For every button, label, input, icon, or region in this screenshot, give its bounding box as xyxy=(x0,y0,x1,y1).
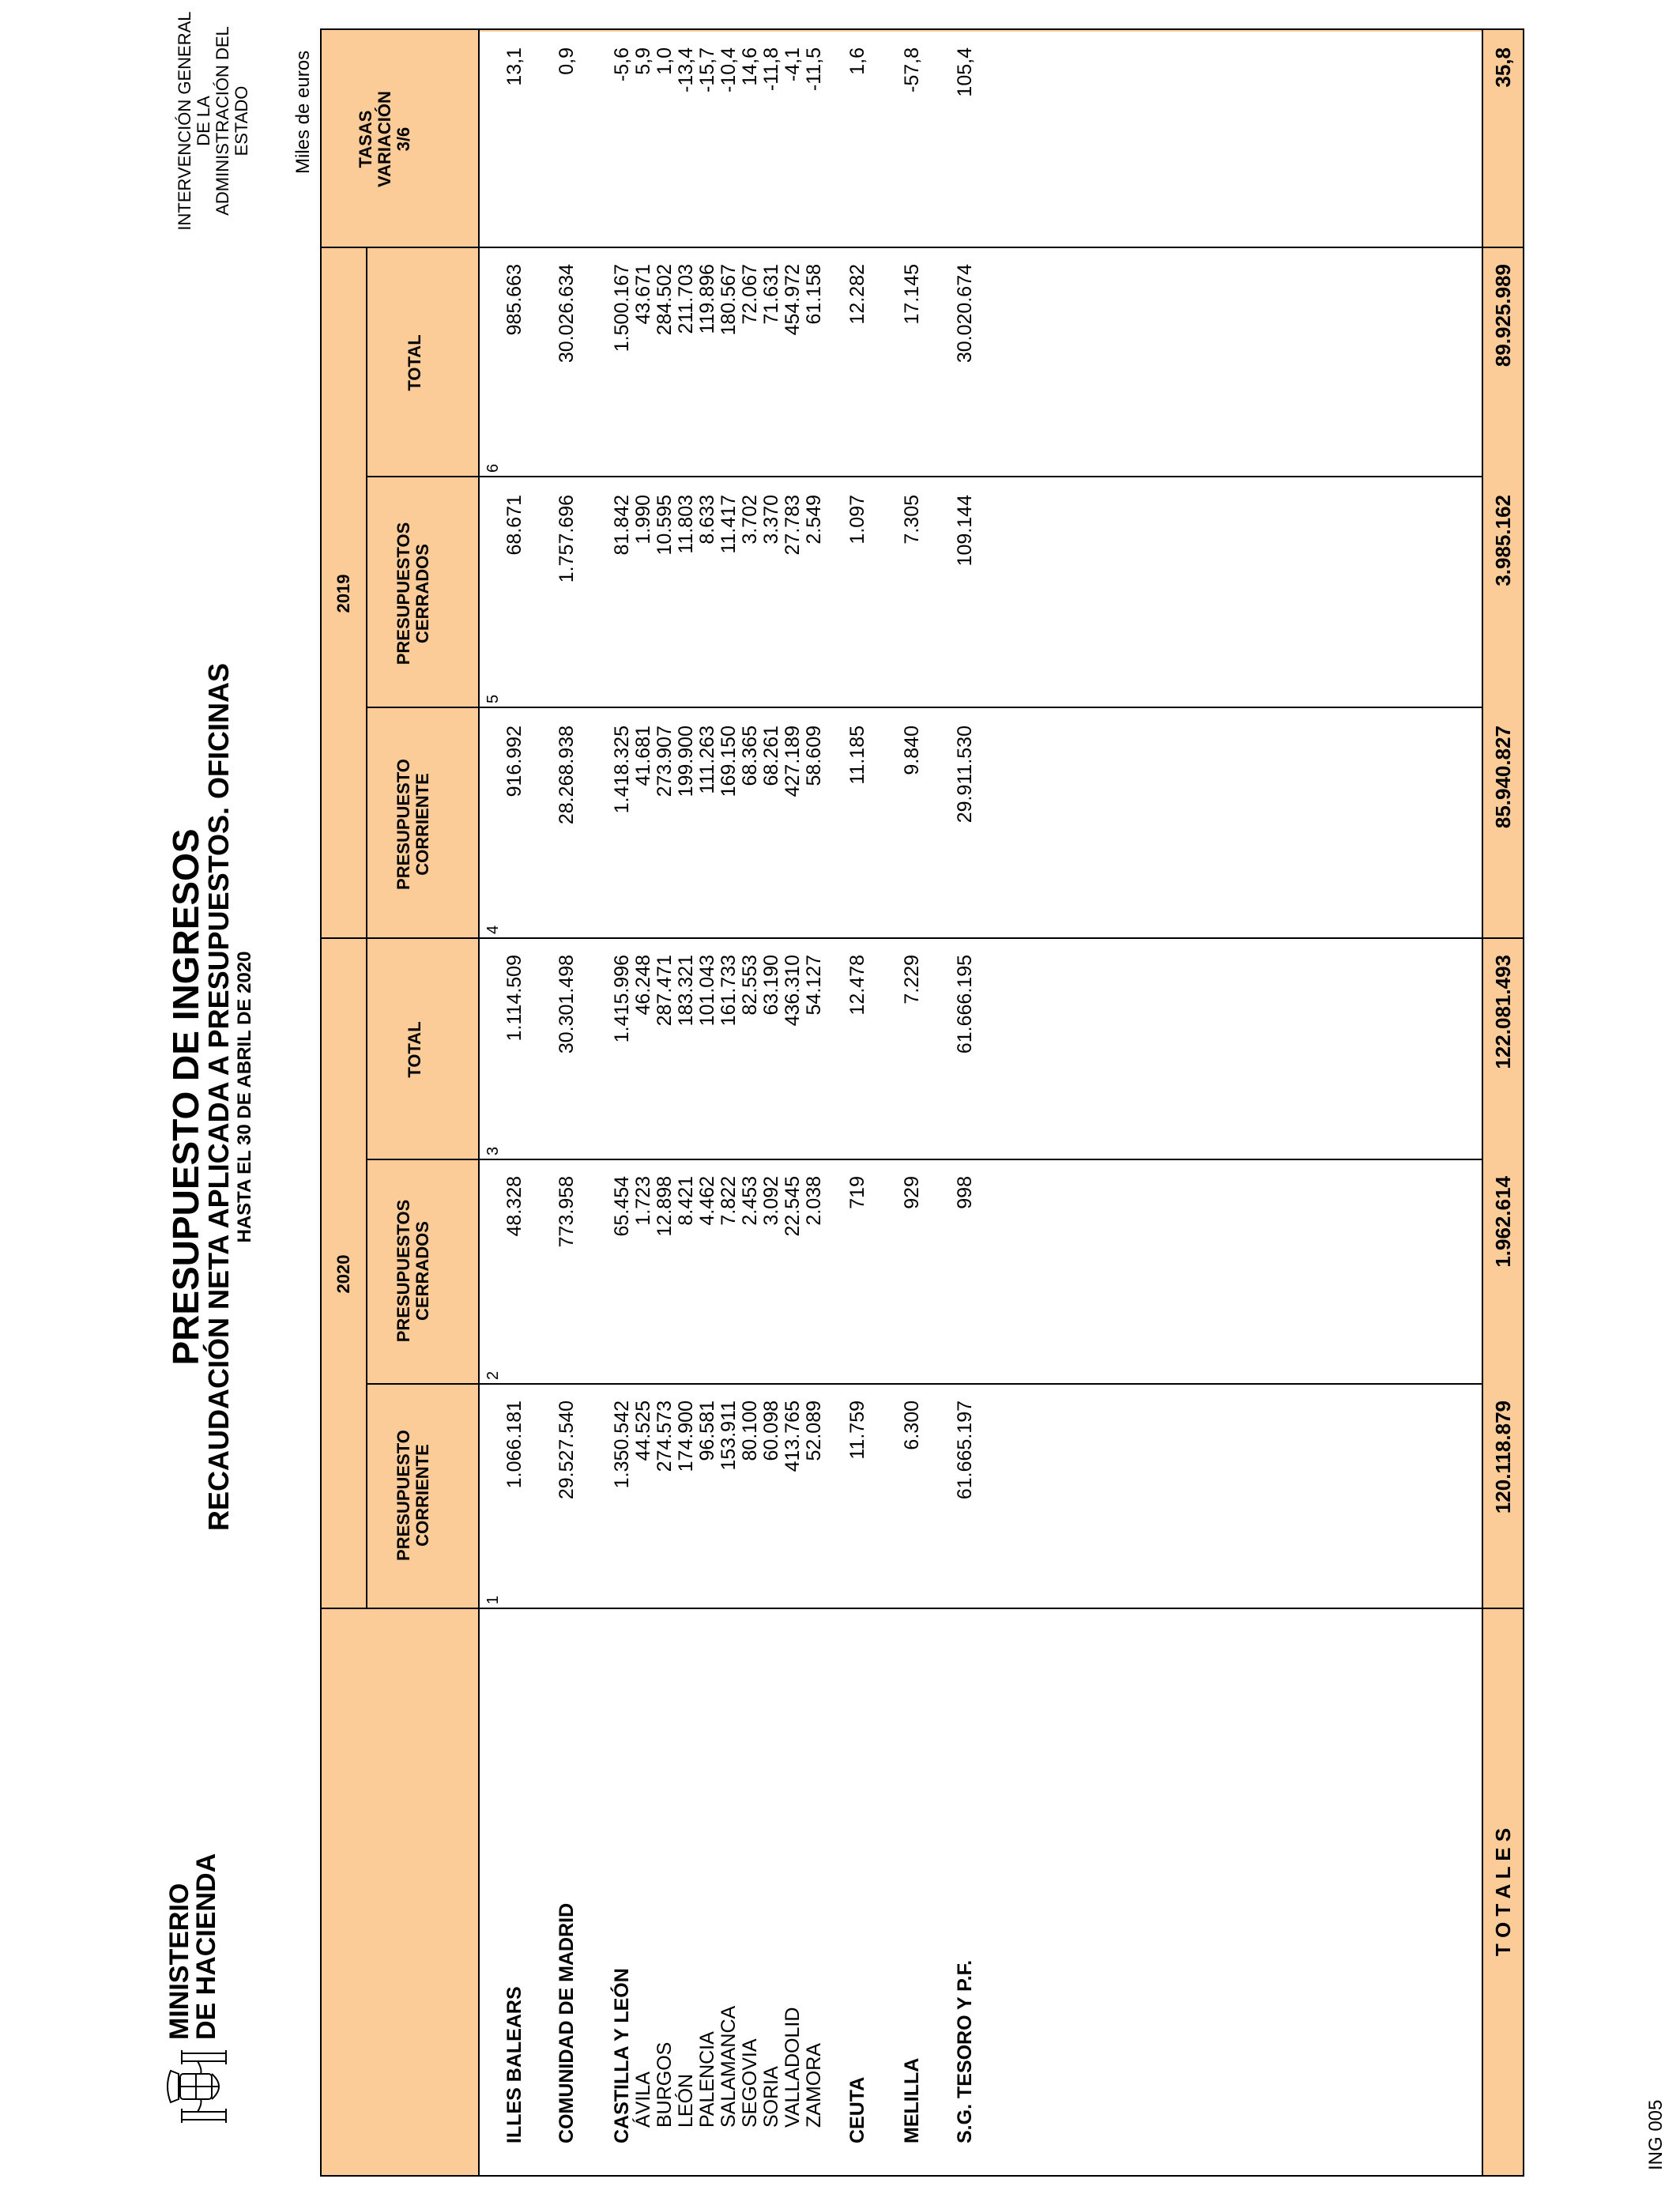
year-row-line xyxy=(366,248,367,1609)
cell: 68.261 xyxy=(760,726,782,786)
cell: 11.759 xyxy=(846,1400,868,1460)
cell: -13,4 xyxy=(675,47,697,92)
divider-year xyxy=(322,937,1523,939)
ministry-line-1: MINISTERIO xyxy=(164,1883,194,2040)
cell: 2.453 xyxy=(739,1176,761,1226)
cell: 14,6 xyxy=(739,47,761,86)
divider-2019-a xyxy=(366,707,1483,708)
cell: 68.365 xyxy=(739,726,761,786)
intervention-line-2: ADMINISTRACIÓN DEL ESTADO xyxy=(213,26,251,216)
cell: 1.350.542 xyxy=(611,1400,633,1489)
total-cell: 122.081.493 xyxy=(1491,955,1515,1069)
cell: 287.471 xyxy=(654,955,676,1027)
cell: 30.301.498 xyxy=(556,955,578,1054)
cell: 43.671 xyxy=(632,264,654,325)
total-cell: 1.962.614 xyxy=(1491,1176,1515,1268)
cell: 22.545 xyxy=(782,1176,804,1237)
row-label-soria: SORIA xyxy=(760,2066,782,2128)
cell: 916.992 xyxy=(503,726,525,797)
row-label-palencia: PALENCIA xyxy=(696,2031,718,2128)
cell: 111.263 xyxy=(696,726,718,794)
divider-rate xyxy=(322,247,1523,248)
cell: 68.671 xyxy=(503,495,525,556)
cell: 3.092 xyxy=(760,1176,782,1226)
row-label-salamanca: SALAMANCA xyxy=(718,2005,740,2128)
cell: 436.310 xyxy=(782,955,804,1027)
cell: 96.581 xyxy=(696,1400,718,1461)
cell: 8.421 xyxy=(675,1176,697,1226)
cell: 72.067 xyxy=(739,264,761,325)
cell: 13,1 xyxy=(503,47,525,86)
col-number-5: 5 xyxy=(484,694,502,703)
cell: 7.229 xyxy=(901,955,923,1005)
cell: 30.020.674 xyxy=(954,264,976,364)
rate-line-1: TASAS xyxy=(356,110,375,168)
col-rate xyxy=(356,30,413,248)
cell: 1.723 xyxy=(632,1176,654,1226)
cell: 1.500.167 xyxy=(611,264,633,352)
cell: 101.043 xyxy=(696,955,718,1027)
cell: 29.911.530 xyxy=(954,726,976,824)
cell: 52.089 xyxy=(803,1400,825,1461)
total-cell: 89.925.989 xyxy=(1491,264,1515,368)
cell: 454.972 xyxy=(782,264,804,336)
cell: 12.898 xyxy=(654,1176,676,1237)
data-table xyxy=(320,28,1524,2177)
total-cell: 120.118.879 xyxy=(1491,1400,1515,1514)
cell: 11.417 xyxy=(718,495,740,554)
row-label-avila: ÁVILA xyxy=(632,2071,654,2128)
cell: 27.783 xyxy=(782,495,804,556)
cell: -11,5 xyxy=(803,47,825,92)
cell: 199.900 xyxy=(675,726,697,797)
cell: 985.663 xyxy=(503,264,525,336)
divider-label xyxy=(322,1608,1523,1609)
cell: 54.127 xyxy=(803,955,825,1016)
cell: 60.098 xyxy=(760,1400,782,1461)
cell: 17.145 xyxy=(901,264,923,325)
cell: 105,4 xyxy=(954,47,976,97)
cell: 61.665.197 xyxy=(954,1400,976,1500)
row-label-valladolid: VALLADOLID xyxy=(782,2007,804,2128)
cell: 8.633 xyxy=(696,495,718,545)
cell: 1.114.509 xyxy=(503,955,525,1042)
cell: -10,4 xyxy=(718,47,740,92)
cell: 161.733 xyxy=(718,955,740,1027)
cell: 30.026.634 xyxy=(556,264,578,364)
cell: 11.185 xyxy=(846,726,868,785)
row-label-zamora: ZAMORA xyxy=(803,2043,825,2128)
cell: 183.321 xyxy=(675,955,697,1027)
cell: 10.595 xyxy=(654,495,676,556)
cell: 28.268.938 xyxy=(556,726,578,825)
col-number-3: 3 xyxy=(484,1146,502,1155)
year-2020-heading: 2020 xyxy=(333,1254,353,1294)
cell: 29.527.540 xyxy=(556,1400,578,1500)
cell: 61.158 xyxy=(803,264,825,325)
cell: -11,8 xyxy=(760,47,782,92)
cell: 1,0 xyxy=(654,47,676,75)
col-2020-corriente: PRESUPUESTO CORRIENTE xyxy=(394,1430,432,1561)
cell: 153.911 xyxy=(718,1400,740,1471)
col-number-2: 2 xyxy=(484,1370,502,1380)
date-line: HASTA EL 30 DE ABRIL DE 2020 xyxy=(234,951,255,1243)
cell: 9.840 xyxy=(901,726,923,775)
cell: 174.900 xyxy=(675,1400,697,1472)
cell: 413.765 xyxy=(782,1400,804,1472)
cell: 4.462 xyxy=(696,1176,718,1226)
intervention-name xyxy=(175,0,251,242)
cell: 169.150 xyxy=(718,726,740,797)
cell: 211.703 xyxy=(675,264,697,334)
cell: 109.144 xyxy=(954,495,976,567)
cell: 427.189 xyxy=(782,726,804,797)
units-label: Miles de euros xyxy=(292,50,314,174)
cell: 1.066.181 xyxy=(503,1400,525,1489)
cell: 929 xyxy=(901,1176,923,1209)
col-2019-total: TOTAL xyxy=(405,334,424,391)
cell: 1.097 xyxy=(846,495,868,545)
col-2019-corriente: PRESUPUESTO CORRIENTE xyxy=(394,759,432,890)
rate-line-2: VARIACIÓN xyxy=(375,91,394,187)
intervention-line-1: INTERVENCIÓN GENERAL DE LA xyxy=(175,11,213,231)
totals-label: T O T A L E S xyxy=(1491,1827,1515,1957)
cell: 180.567 xyxy=(718,264,740,336)
cell: 12.478 xyxy=(846,955,868,1016)
cell: 1.757.696 xyxy=(556,495,578,583)
header-bottom-line xyxy=(478,30,480,2175)
cell: 1,6 xyxy=(846,47,868,75)
cell: 773.958 xyxy=(556,1176,578,1248)
row-label-ceuta: CEUTA xyxy=(846,2076,868,2143)
year-2019-heading: 2019 xyxy=(333,574,353,613)
cell: 1.990 xyxy=(632,495,654,545)
col-number-6: 6 xyxy=(484,463,502,473)
cell: 1.415.996 xyxy=(611,955,633,1043)
row-label-leon: LEÓN xyxy=(675,2073,697,2128)
rate-line-3: 3/6 xyxy=(394,126,413,152)
total-cell: 35,8 xyxy=(1491,47,1515,88)
cell: -57,8 xyxy=(901,47,923,92)
document-code: ING 005 xyxy=(1645,2099,1667,2170)
cell: 7.305 xyxy=(901,495,923,545)
cell: 274.573 xyxy=(654,1400,676,1472)
row-label-comunidad-de-madrid: COMUNIDAD DE MADRID xyxy=(556,1902,578,2143)
page-title: PRESUPUESTO DE INGRESOS xyxy=(165,828,206,1366)
cell: 71.631 xyxy=(760,264,782,325)
cell: 5,9 xyxy=(632,47,654,75)
cell: 0,9 xyxy=(556,47,578,75)
cell: 719 xyxy=(846,1176,868,1209)
cell: 6.300 xyxy=(901,1400,923,1450)
cell: 80.100 xyxy=(739,1400,761,1461)
cell: 2.549 xyxy=(803,495,825,545)
cell: 273.907 xyxy=(654,726,676,797)
cell: 41.681 xyxy=(632,726,654,786)
col-2020-total: TOTAL xyxy=(405,1021,424,1078)
cell: 7.822 xyxy=(718,1176,740,1226)
cell: 48.328 xyxy=(503,1176,525,1237)
cell: 58.609 xyxy=(803,726,825,786)
totals-top-line xyxy=(1482,30,1483,2175)
cell: 12.282 xyxy=(846,264,868,325)
cell: 284.502 xyxy=(654,264,676,336)
row-label-illes-balears: ILLES BALEARS xyxy=(503,1986,525,2143)
total-cell: 85.940.827 xyxy=(1491,726,1515,829)
cell: 3.370 xyxy=(760,495,782,545)
row-label-sg-tesoro: S.G. TESORO Y P.F. xyxy=(954,1959,976,2143)
cell: 119.896 xyxy=(696,264,718,334)
cell: 44.525 xyxy=(632,1400,654,1461)
cell: 1.418.325 xyxy=(611,726,633,814)
row-label-burgos: BURGOS xyxy=(654,2041,676,2128)
cell: 81.842 xyxy=(611,495,633,556)
cell: 998 xyxy=(954,1176,976,1209)
cell: 2.038 xyxy=(803,1176,825,1226)
cell: 82.553 xyxy=(739,955,761,1016)
cell: 61.666.195 xyxy=(954,955,976,1054)
row-label-castilla-y-leon: CASTILLA Y LEÓN xyxy=(611,1968,633,2143)
page-subtitle: RECAUDACIÓN NETA APLICADA A PRESUPUESTOS. OFICINAS xyxy=(202,662,235,1532)
cell: 46.248 xyxy=(632,955,654,1016)
cell: 3.702 xyxy=(739,495,761,545)
cell: -4,1 xyxy=(782,47,804,82)
row-label-segovia: SEGOVIA xyxy=(739,2038,761,2128)
total-cell: 3.985.162 xyxy=(1491,495,1515,586)
divider-2020-a xyxy=(366,1383,1483,1385)
cell: -15,7 xyxy=(696,47,718,92)
ministry-line-2: DE HACIENDA xyxy=(191,1853,221,2040)
cell: 11.803 xyxy=(675,495,697,554)
divider-2019-b xyxy=(366,476,1483,477)
col-2019-cerrados: PRESUPUESTOS CERRADOS xyxy=(394,522,432,665)
col-2020-cerrados: PRESUPUESTOS CERRADOS xyxy=(394,1199,432,1343)
divider-2020-b xyxy=(366,1159,1483,1160)
col-number-1: 1 xyxy=(484,1595,502,1604)
col-number-4: 4 xyxy=(484,925,502,934)
row-label-melilla: MELILLA xyxy=(901,2057,923,2143)
cell: 63.190 xyxy=(760,955,782,1016)
cell: -5,6 xyxy=(611,47,633,82)
cell: 65.454 xyxy=(611,1176,633,1237)
